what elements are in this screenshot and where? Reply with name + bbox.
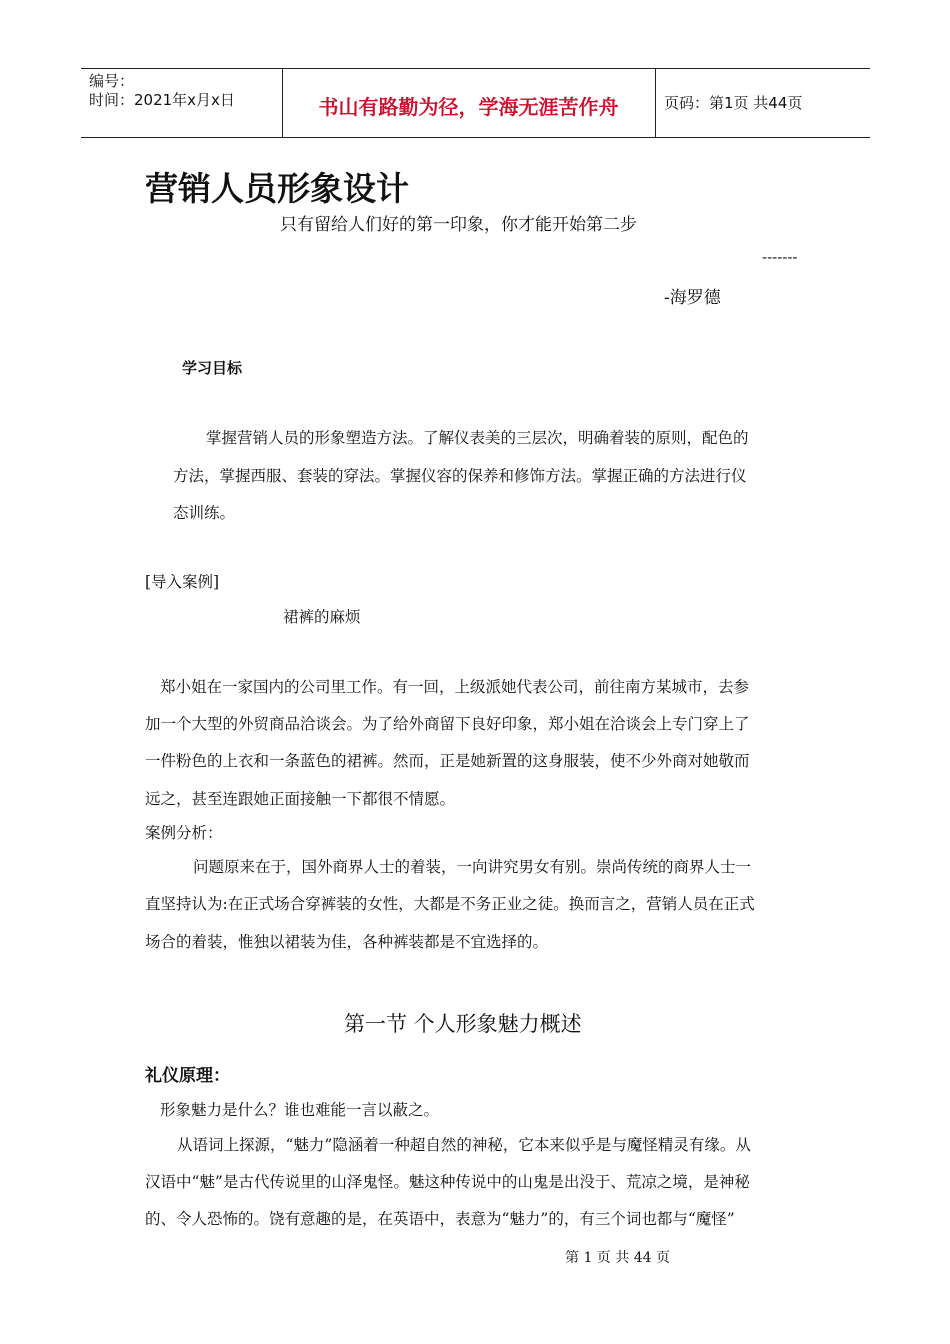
analysis-line: 问题原来在于，国外商界人士的着装，一向讲究男女有别。崇尚传统的商界人士一: [193, 858, 752, 876]
case-line: 加一个大型的外贸商品洽谈会。为了给外商留下良好印象，郑小姐在洽谈会上专门穿上了: [145, 715, 750, 733]
header-divider: [655, 69, 656, 137]
principle-line: 从语词上探源，“魅力”隐涵着一种超自然的神秘，它本来似乎是与魔怪精灵有缘。从: [177, 1136, 751, 1154]
page-footer: 第 1 页 共 44 页: [565, 1250, 670, 1266]
epigraph-quote: 只有留给人们好的第一印象，你才能开始第二步: [280, 215, 637, 235]
case-label: [导入案例]: [145, 573, 220, 591]
document-title: 营销人员形象设计: [145, 169, 409, 208]
objectives-line: 掌握营销人员的形象塑造方法。了解仪表美的三层次，明确着装的原则，配色的: [206, 429, 749, 447]
case-line: 一件粉色的上衣和一条蓝色的裙裤。然而，正是她新置的这身服装，使不少外商对她敬而: [145, 752, 750, 770]
time-label: 时间：2021年x月x日: [89, 91, 235, 109]
number-label: 编号：: [89, 72, 135, 90]
analysis-line: 直坚持认为:在正式场合穿裤装的女性，大都是不务正业之徒。换而言之，营销人员在正式: [145, 895, 755, 913]
objectives-heading: 学习目标: [182, 359, 243, 377]
section-title: 第一节 个人形象魅力概述: [344, 1012, 582, 1036]
principle-heading: 礼仪原理：: [145, 1066, 230, 1086]
analysis-line: 场合的着装，惟独以裙装为佳，各种裤装都是不宜选择的。: [145, 933, 549, 951]
header-page-info: 页码：第1页 共44页: [664, 94, 803, 112]
case-title: 裙裤的麻烦: [283, 608, 361, 626]
principle-line: 汉语中“魅”是古代传说里的山泽鬼怪。魅这种传说中的山鬼是出没于、荒凉之境，是神秘: [145, 1173, 750, 1191]
document-header: [81, 68, 870, 138]
objectives-line: 方法，掌握西服、套装的穿法。掌握仪容的保养和修饰方法。掌握正确的方法进行仪: [173, 467, 747, 485]
epigraph-author: -海罗德: [664, 288, 721, 308]
objectives-line: 态训练。: [173, 504, 236, 522]
analysis-label: 案例分析：: [145, 824, 223, 842]
epigraph-dashes: -------: [762, 248, 798, 266]
principle-line: 的、令人恐怖的。饶有意趣的是，在英语中，表意为“魅力”的，有三个词也都与“魔怪”: [145, 1210, 735, 1228]
header-meta: [89, 72, 235, 110]
principle-line: 形象魅力是什么？谁也难能一言以蔽之。: [160, 1101, 440, 1119]
case-line: 郑小姐在一家国内的公司里工作。有一回，上级派她代表公司，前往南方某城市，去参: [160, 678, 750, 696]
case-line: 远之，甚至连跟她正面接触一下都很不情愿。: [145, 790, 456, 808]
header-motto: 书山有路勤为径，学海无涯苦作舟: [318, 95, 619, 119]
